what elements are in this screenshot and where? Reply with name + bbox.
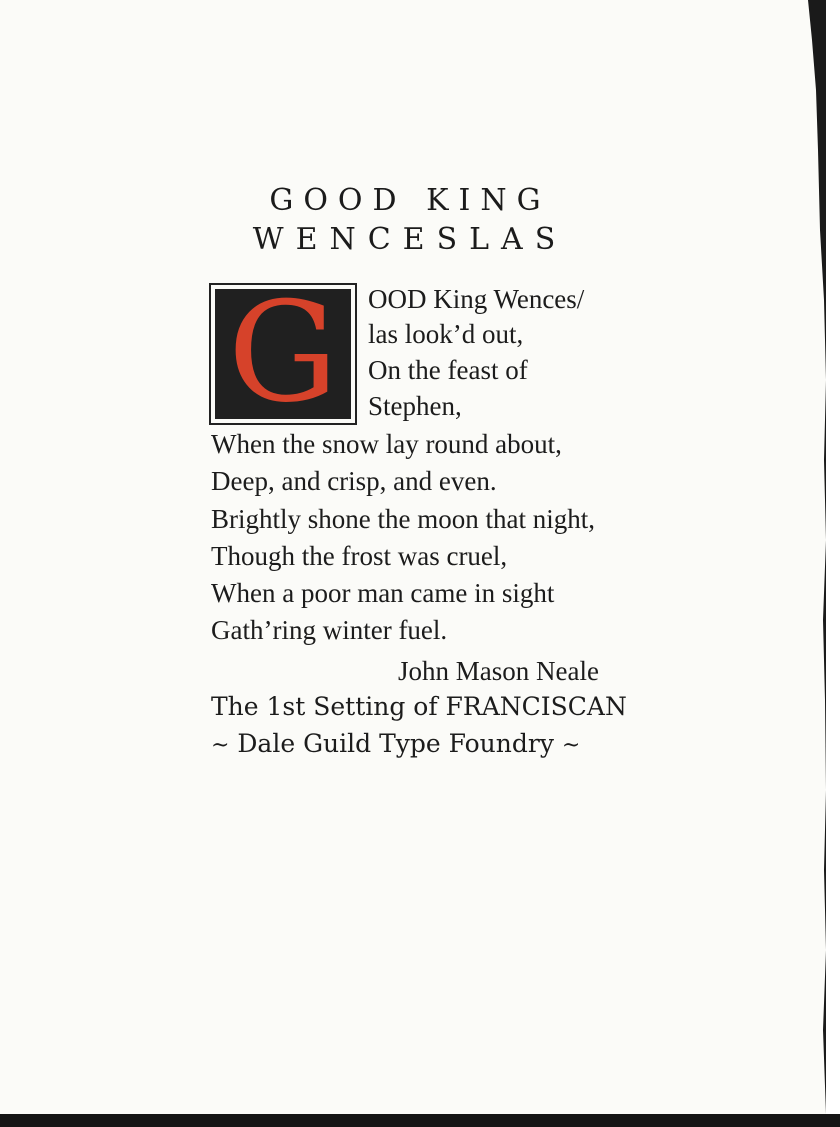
page-edge <box>826 0 840 1114</box>
flourish-right-icon: ~ <box>561 732 581 758</box>
poem-line: Brightly shone the moon that night, <box>211 504 595 534</box>
poem-line: When a poor man came in sight <box>211 578 555 608</box>
poem-line: Stephen, <box>368 391 462 421</box>
foundry-name: Dale Guild Type Foundry <box>237 729 554 758</box>
poem-line: OOD King Wences/ <box>368 284 585 314</box>
poem-line: Deep, and crisp, and even. <box>211 466 497 496</box>
initial-letter: G <box>227 289 339 419</box>
poem-line: When the snow lay round about, <box>211 429 562 459</box>
author-name: John Mason Neale <box>398 656 599 686</box>
poem-line: Though the frost was cruel, <box>211 541 508 571</box>
bottom-border <box>0 1114 840 1127</box>
title-line-1: GOOD KING <box>269 183 551 218</box>
initial-background <box>215 289 351 419</box>
illuminated-initial <box>209 283 357 425</box>
poem-line: On the feast of <box>368 355 528 385</box>
title-line-2: WENCESLAS <box>252 222 568 257</box>
flourish-left-icon: ~ <box>211 732 230 758</box>
colophon-line-2 <box>211 729 580 761</box>
poem-line: las look’d out, <box>368 319 524 349</box>
colophon-line-1: The 1st Setting of FRANCISCAN <box>211 692 627 721</box>
poem-line: Gath’ring winter fuel. <box>211 615 448 645</box>
